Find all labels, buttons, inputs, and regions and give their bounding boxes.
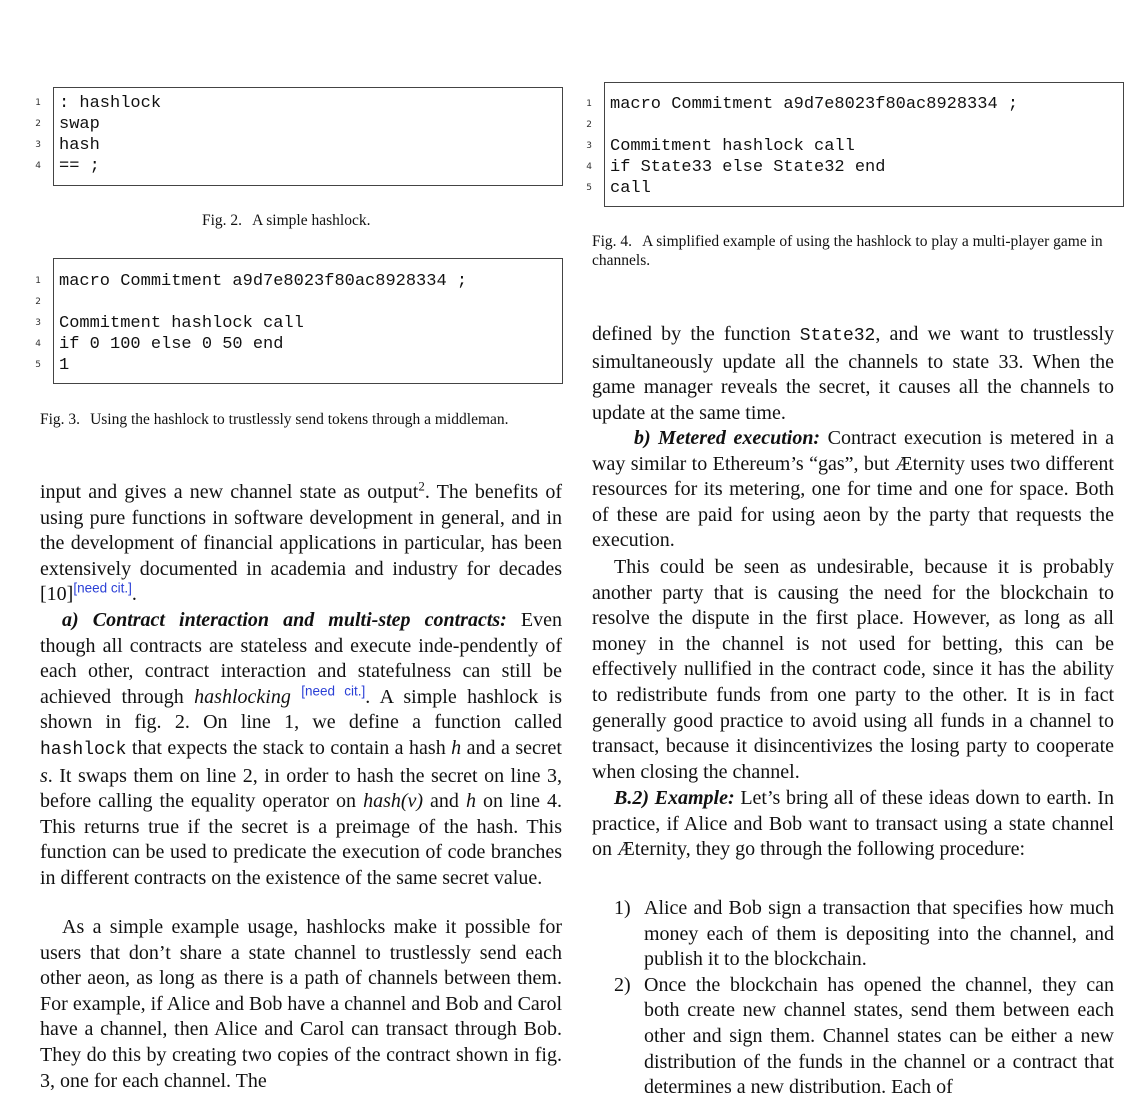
list-item-text: Once the blockchain has opened the channel, they can both create new channel states, send them between each other and sign them. Channel states can be either a new distribution of the funds in the channel or a contract that determines a new distribution. Each of <box>644 973 1114 1099</box>
list-item <box>614 896 1114 973</box>
line-number: 4 <box>35 339 41 349</box>
text-run: Let’s bring all of these ideas down to earth. In practice, if Alice and Bob want to transact using a state channel on Æternity, they go through the following procedure: <box>592 787 1114 861</box>
footnote-marker: 2 <box>418 478 425 494</box>
paragraph-heading: B.2) Example: <box>614 787 735 809</box>
text-run: . The benefits of using pure functions in software development in general, and in the development of financial applications in particular, has been extensively documented in academia and industry for decades [10] <box>40 481 563 606</box>
text-run: that expects the stack to contain a hash <box>126 736 452 759</box>
list-number: 2) <box>614 973 631 996</box>
text-run: input and gives a new channel state as output <box>40 481 419 503</box>
code-text: call <box>610 179 651 198</box>
text-run: . <box>131 583 137 606</box>
text-run: Even though all contracts are stateless and execute inde-pendently of each other, contract interaction and statefulness can still be achieved through <box>40 609 562 708</box>
code-line <box>35 271 562 292</box>
code-text: Commitment hashlock call <box>59 314 304 333</box>
body-paragraph <box>40 480 562 608</box>
list-item <box>614 973 1114 1101</box>
line-number: 3 <box>35 140 41 150</box>
body-paragraph <box>592 426 1114 554</box>
fig4-caption <box>592 232 1114 270</box>
text-run: . It swaps them on line 2, in order to hash the secret on line 3, before calling the equality operator on <box>40 764 562 813</box>
code-text: Commitment hashlock call <box>610 137 855 156</box>
code-text: if State33 else State32 end <box>610 158 886 177</box>
fig2-caption <box>202 211 370 230</box>
fig4-code-listing <box>586 82 1124 207</box>
fig2-code-listing <box>35 87 563 186</box>
text-run: , and we want to trustlessly simultaneously update all the channels to state 33. When the game manager reveals the secret, it causes all the channels to update at the same time. <box>592 323 1114 424</box>
inline-code: State32 <box>799 326 876 346</box>
line-number: 3 <box>586 141 592 151</box>
figure-label: Fig. 3. <box>40 411 81 428</box>
code-line <box>35 292 562 313</box>
code-text: == ; <box>59 157 100 176</box>
list-item-text: Alice and Bob sign a transaction that specifies how much money each of them is depositing into the channel, and publish it to the blockchain. <box>644 897 1114 971</box>
line-number: 5 <box>586 183 592 193</box>
body-paragraph: This could be seen as undesirable, because it is probably another party that is causing the need for the blockchain to resolve the dispute in the first place. However, as long as all money in the channel is not used for betting, this can be effectively nullified in the contract code, since it has the ability to redistribute funds from one party to the other. It is in fact generally good practice to avoid using all funds in a channel to transact, because it disincentivizes the losing party to cooperate when closing the channel. <box>592 556 1114 783</box>
list-number: 1) <box>614 897 631 919</box>
code-text: if 0 100 else 0 50 end <box>59 335 284 354</box>
math-var: h <box>465 790 476 813</box>
caption-text: A simple hashlock. <box>252 212 371 229</box>
code-line <box>35 135 562 156</box>
line-number: 2 <box>35 119 41 129</box>
line-number: 1 <box>35 98 41 108</box>
figure-label: Fig. 4. <box>592 233 633 250</box>
body-paragraph <box>592 322 1114 426</box>
citation-needed-link[interactable]: [need cit.] <box>73 580 132 596</box>
code-line <box>35 313 562 334</box>
text-run: on line 4. This returns true if the secret is a preimage of the hash. This function can be used to predicate the execution of code branches in different contracts on the existence of the same secret value. <box>40 790 562 889</box>
code-line <box>586 178 1123 199</box>
body-paragraph <box>592 786 1114 863</box>
text-run: . A simple hashlock is shown in fig. 2. On line 1, we define a function called <box>40 685 563 734</box>
line-number: 4 <box>586 162 592 172</box>
citation-needed-link[interactable]: [need cit.] <box>301 683 366 699</box>
code-line <box>35 114 562 135</box>
paragraph-heading: a) Contract interaction and multi-step contracts: <box>62 609 507 631</box>
line-number: 1 <box>586 99 592 109</box>
code-text: macro Commitment a9d7e8023f80ac8928334 ; <box>59 272 468 291</box>
caption-text: A simplified example of using the hashlock to play a multi-player game in channels. <box>592 233 1103 269</box>
code-line <box>586 115 1123 136</box>
code-line <box>35 355 562 376</box>
code-line <box>586 136 1123 157</box>
line-number: 4 <box>35 161 41 171</box>
code-text: : hashlock <box>59 94 162 113</box>
math-expression: hash(v) <box>363 790 424 813</box>
body-paragraph <box>40 608 562 892</box>
text-run: and a secret <box>461 736 562 759</box>
math-var: s <box>40 764 48 787</box>
code-text: 1 <box>59 356 70 375</box>
caption-text: Using the hashlock to trustlessly send tokens through a middleman. <box>90 411 509 428</box>
inline-code: hashlock <box>40 739 127 760</box>
code-line <box>35 334 562 355</box>
line-number: 3 <box>35 318 41 328</box>
body-paragraph: As a simple example usage, hashlocks make it possible for users that don’t share a state channel to trustlessly send each other aeon, as long as there is a path of channels between them. For example, if Alice and Bob have a channel and Bob and Carol have a channel, then Alice and Carol can transact through Bob. They do this by creating two copies of the contract shown in fig. 3, one for each channel. The <box>40 916 562 1092</box>
text-run: Contract execution is metered in a way similar to Ethereum’s “gas”, but Æternity uses two different resources for its metering, one for time and one for space. Both of these are paid for using aeon by the party that requests the execution. <box>592 427 1114 552</box>
code-text: hash <box>59 136 100 155</box>
paragraph-heading: b) Metered execution: <box>634 427 821 449</box>
code-line <box>586 157 1123 178</box>
line-number: 5 <box>35 360 41 370</box>
code-line <box>35 93 562 114</box>
code-line <box>586 94 1123 115</box>
code-text: swap <box>59 115 100 134</box>
code-line <box>35 156 562 177</box>
line-number: 2 <box>586 120 592 130</box>
fig3-caption <box>40 410 509 429</box>
procedure-list <box>614 896 1114 1101</box>
figure-label: Fig. 2. <box>202 212 243 229</box>
emphasis-text: hashlocking <box>194 685 291 708</box>
code-text: macro Commitment a9d7e8023f80ac8928334 ; <box>610 95 1019 114</box>
text-run: defined by the function <box>592 323 800 345</box>
text-run: and <box>423 790 466 813</box>
line-number: 1 <box>35 276 41 286</box>
fig3-code-listing <box>35 258 563 384</box>
math-var: h <box>451 736 462 759</box>
line-number: 2 <box>35 297 41 307</box>
